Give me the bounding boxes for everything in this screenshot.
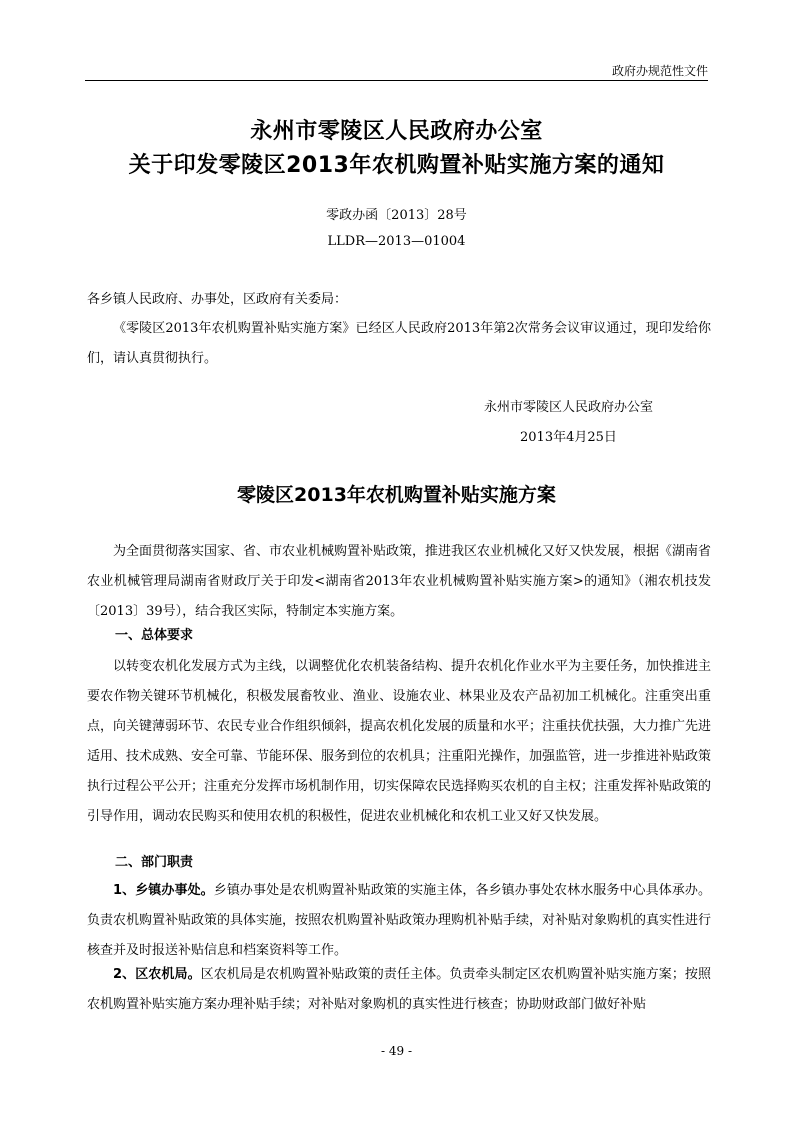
addressee: 各乡镇人民政府、办事处，区政府有关委局： xyxy=(87,292,348,307)
item-2-text: 区农机局是农机购置补贴政策的责任主体。负责牵头制定区农机购置补贴实施方案；按照农机购置补贴实施方案办理补贴手续；对补贴对象购机的真实性进行核查；协助财政部门做好补贴 xyxy=(87,967,711,1012)
plan-title: 零陵区2013年农机购置补贴实施方案 xyxy=(237,484,556,506)
section-2-heading: 二、部门职责 xyxy=(115,855,194,870)
issue-date: 2013年4月25日 xyxy=(520,430,617,445)
issuer-name: 永州市零陵区人民政府办公室 xyxy=(484,400,654,415)
section-1-body: 以转变农机化发展方式为主线，以调整优化农机装备结构、提升农机化作业水平为主要任务，加快推进主要农作物关键环节机械化，积极发展畜牧业、渔业、设施农业、林果业及农产品初加工机械化。注重突出重点，向关键薄弱环节、农民专业合作组织倾斜，提高农机化发展的质量和水平；注重扶优扶强，大力推广先进适用、技术成熟、安全可靠、节能环保、服务到位的农机具；注重阳光操作，加强监管，进一步推进补贴政策执行过程公平公开；注重充分发挥市场机制作用，切实保障农民选择购买农机的自主权；注重发挥补贴政策的引导作用，调动农民购买和使用农机的积极性，促进农业机械化和农机工业又好又快发展。 xyxy=(87,659,712,824)
section-1-heading: 一、总体要求 xyxy=(115,628,194,643)
section-2-item-1 xyxy=(87,876,711,966)
document-code: LLDR—2013—01004 xyxy=(327,234,466,249)
item-1-text: 乡镇办事处是农机购置补贴政策的实施主体，各乡镇办事处农林水服务中心具体承办。负责农机购置补贴政策的具体实施，按照农机购置补贴政策办理购机补贴手续，对补贴对象购机的真实性进行核查并及时报送补贴信息和档案资料等工作。 xyxy=(87,883,712,958)
header-label: 政府办规范性文件 xyxy=(611,64,708,78)
preamble-paragraph: 为全面贯彻落实国家、省、市农业机械购置补贴政策，推进我区农业机械化又好又快发展，根据《湖南省农业机械管理局湖南省财政厅关于印发<湖南省2013年农业机械购置补贴实施方案>的通知》（湘农机技发〔2013〕39号），结合我区实际，特制定本实施方案。 xyxy=(87,544,712,619)
header-rule xyxy=(85,80,708,81)
item-1-lead: 1、乡镇办事处。 xyxy=(113,883,214,898)
document-title-line-1: 永州市零陵区人民政府办公室 xyxy=(250,119,543,144)
section-2-item-2 xyxy=(87,960,711,1020)
document-number: 零政办函〔2013〕28号 xyxy=(326,208,467,223)
intro-paragraph: 《零陵区2013年农机购置补贴实施方案》已经区人民政府2013年第2次常务会议审议通过，现印发给你们，请认真贯彻执行。 xyxy=(87,321,711,366)
document-title-line-2: 关于印发零陵区2013年农机购置补贴实施方案的通知 xyxy=(128,153,665,178)
page-number: - 49 - xyxy=(380,1044,412,1058)
item-2-lead: 2、区农机局。 xyxy=(113,967,201,982)
